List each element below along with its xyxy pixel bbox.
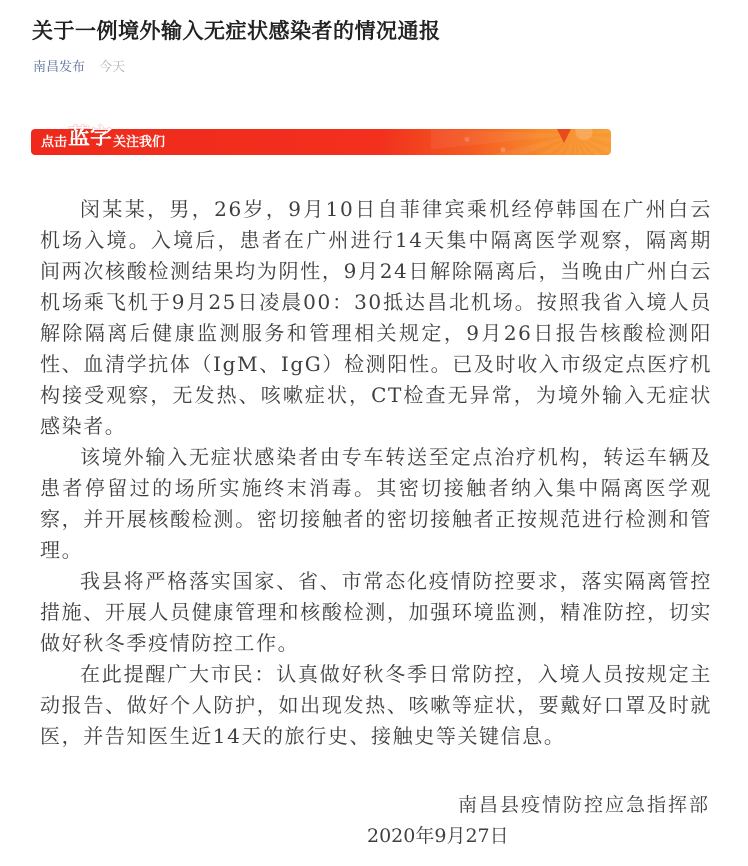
article-meta xyxy=(33,58,125,78)
article-body xyxy=(40,194,712,752)
publish-time: 今天 xyxy=(99,60,126,75)
body-paragraph: 在此提醒广大市民：认真做好秋冬季日常防控，入境人员按规定主动报告、做好个人防护，如出现发热、咳嗽等症状，要戴好口罩及时就医，并告知医生近14天的旅行史、接触史等关键信息。 xyxy=(40,662,712,748)
banner-decoration xyxy=(431,129,611,155)
article-title: 关于一例境外输入无症状感染者的情况通报 xyxy=(32,19,441,43)
follow-us-banner[interactable] xyxy=(31,125,611,155)
banner-prefix: 点击 xyxy=(41,135,68,150)
signature-date: 2020年9月27日 xyxy=(367,825,509,847)
banner-suffix: 关注我们 xyxy=(113,135,166,150)
banner-highlight: 蓝字 xyxy=(68,125,113,150)
signature-organization: 南昌县疫情防控应急指挥部 xyxy=(457,794,710,816)
banner-triangle-decoration xyxy=(557,129,571,143)
body-paragraph: 我县将严格落实国家、省、市常态化疫情防控要求，落实隔离管控措施、开展人员健康管理和核酸检测，加强环境监测，精准防控，切实做好秋冬季疫情防控工作。 xyxy=(40,569,712,655)
account-name-link[interactable]: 南昌发布 xyxy=(33,60,86,75)
body-paragraph: 该境外输入无症状感染者由专车转送至定点治疗机构，转运车辆及患者停留过的场所实施终末消毒。其密切接触者纳入集中隔离医学观察，并开展核酸检测。密切接触者的密切接触者正按规范进行检测和管理。 xyxy=(40,445,712,562)
body-paragraph: 闵某某，男，26岁，9月10日自菲律宾乘机经停韩国在广州白云机场入境。入境后，患者在广州进行14天集中隔离医学观察，隔离期间两次核酸检测结果均为阴性，9月24日解除隔离后，当晚由广州白云机场乘飞机于9月25日凌晨00：30抵达昌北机场。按照我省入境人员解除隔离后健康监测服务和管理相关规定，9月26日报告核酸检测阳性、血清学抗体（IgM、IgG）检测阳性。已及时收入市级定点医疗机构接受观察，无发热、咳嗽症状，CT检查无异常，为境外输入无症状感染者。 xyxy=(40,197,712,438)
banner-text xyxy=(41,125,166,155)
